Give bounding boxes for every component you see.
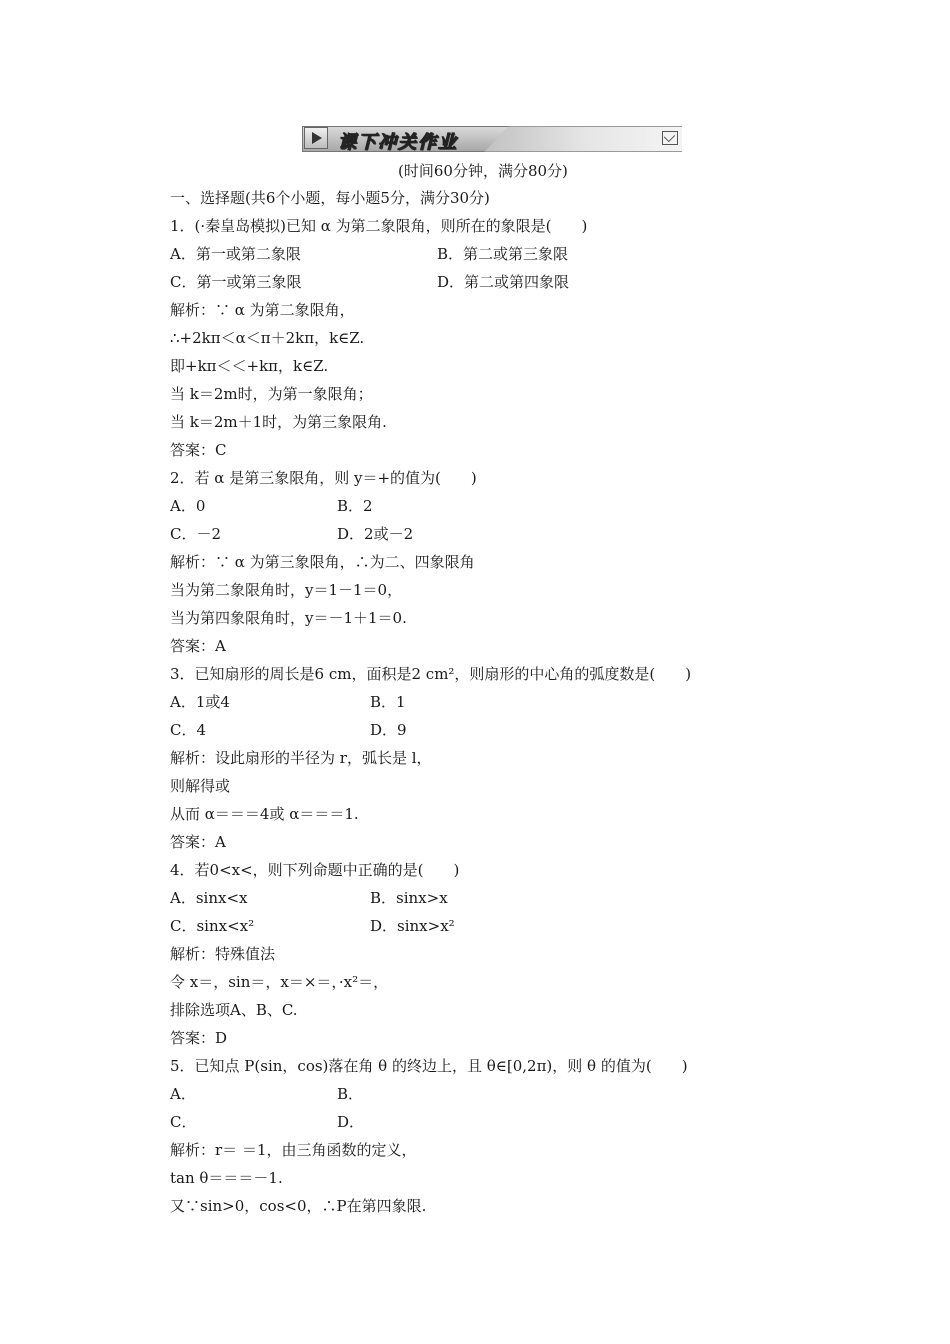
option-left: A．sinx<x <box>170 889 248 907</box>
option-row <box>170 1080 910 1108</box>
option-row <box>170 688 910 716</box>
text-line: tan θ＝＝＝－1. <box>170 1169 283 1187</box>
option-row <box>170 492 910 520</box>
text-line: 答案：A <box>170 637 226 655</box>
option-row <box>170 268 910 296</box>
option-right: B．sinx>x <box>370 889 448 907</box>
question-content <box>170 184 910 1220</box>
text-line: 当为第四象限角时，y＝－1＋1＝0. <box>170 609 407 627</box>
option-left: C．sinx<x² <box>170 917 255 935</box>
text-line: 一、选择题(共6个小题，每小题5分，满分30分) <box>170 189 490 207</box>
banner-title: 课下冲关作业 <box>338 132 458 153</box>
option-right: D．2或－2 <box>337 525 414 543</box>
text-line: 当 k＝2m＋1时，为第三象限角. <box>170 413 387 431</box>
option-left: A．0 <box>170 497 206 515</box>
text-line: 解析：r＝ ＝1，由三角函数的定义， <box>170 1141 417 1159</box>
text-line: 解析：特殊值法 <box>170 945 276 963</box>
option-left: C．第一或第三象限 <box>170 273 302 291</box>
text-line: 1．(·秦皇岛模拟)已知 α 为第二象限角，则所在的象限是( ) <box>170 217 588 235</box>
text-line: 解析：∵ α 为第二象限角， <box>170 301 355 319</box>
exam-info: (时间60分钟，满分80分) <box>398 162 568 180</box>
option-right: D．9 <box>370 721 407 739</box>
option-left: A． <box>170 1085 196 1103</box>
text-line: 当 k＝2m时，为第一象限角； <box>170 385 373 403</box>
text-line: 解析：设此扇形的半径为 r，弧长是 l， <box>170 749 432 767</box>
option-row <box>170 240 910 268</box>
option-row <box>170 1108 910 1136</box>
text-line: 答案：D <box>170 1029 228 1047</box>
option-left: A．第一或第二象限 <box>170 245 301 263</box>
play-icon <box>304 127 328 149</box>
text-line: 排除选项A、B、C. <box>170 1001 298 1019</box>
option-right: B．第二或第三象限 <box>437 245 569 263</box>
option-right: D．sinx>x² <box>370 917 455 935</box>
text-line: 3．已知扇形的周长是6 cm，面积是2 cm²，则扇形的中心角的弧度数是( ) <box>170 665 692 683</box>
text-line: 2．若 α 是第三象限角，则 y＝+的值为( ) <box>170 469 477 487</box>
option-row <box>170 716 910 744</box>
text-line: 令 x＝，sin＝，x＝×＝，·x²＝， <box>170 973 389 991</box>
text-line: 则解得或 <box>170 777 231 795</box>
text-line: 又∵sin>0，cos<0，∴P在第四象限. <box>170 1197 427 1215</box>
text-line: 4．若0<x<，则下列命题中正确的是( ) <box>170 861 460 879</box>
text-line: 答案：A <box>170 833 226 851</box>
mail-icon <box>662 131 678 145</box>
text-line: 当为第二象限角时，y＝1－1＝0， <box>170 581 403 599</box>
text-line: 即+kπ＜＜+kπ，k∈Z. <box>170 357 329 375</box>
text-line: 从而 α＝＝＝4或 α＝＝＝1. <box>170 805 359 823</box>
option-right: B． <box>337 1085 364 1103</box>
option-row <box>170 884 910 912</box>
option-right: D． <box>337 1113 365 1131</box>
option-row <box>170 912 910 940</box>
option-right: B．2 <box>337 497 373 515</box>
option-left: C．－2 <box>170 525 222 543</box>
section-banner <box>302 124 682 152</box>
option-row <box>170 520 910 548</box>
option-left: C．4 <box>170 721 207 739</box>
text-line: 解析：∵ α 为第三象限角，∴为二、四象限角 <box>170 553 475 571</box>
text-line: ∴+2kπ＜α＜π＋2kπ，k∈Z. <box>170 329 365 347</box>
text-line: 答案：C <box>170 441 227 459</box>
option-left: A．1或4 <box>170 693 230 711</box>
option-right: D．第二或第四象限 <box>437 273 570 291</box>
text-line: 5．已知点 P(sin，cos)落在角 θ 的终边上，且 θ∈[0,2π)，则 θ 的值为( ) <box>170 1057 688 1075</box>
option-right: B．1 <box>370 693 406 711</box>
option-left: C． <box>170 1113 197 1131</box>
